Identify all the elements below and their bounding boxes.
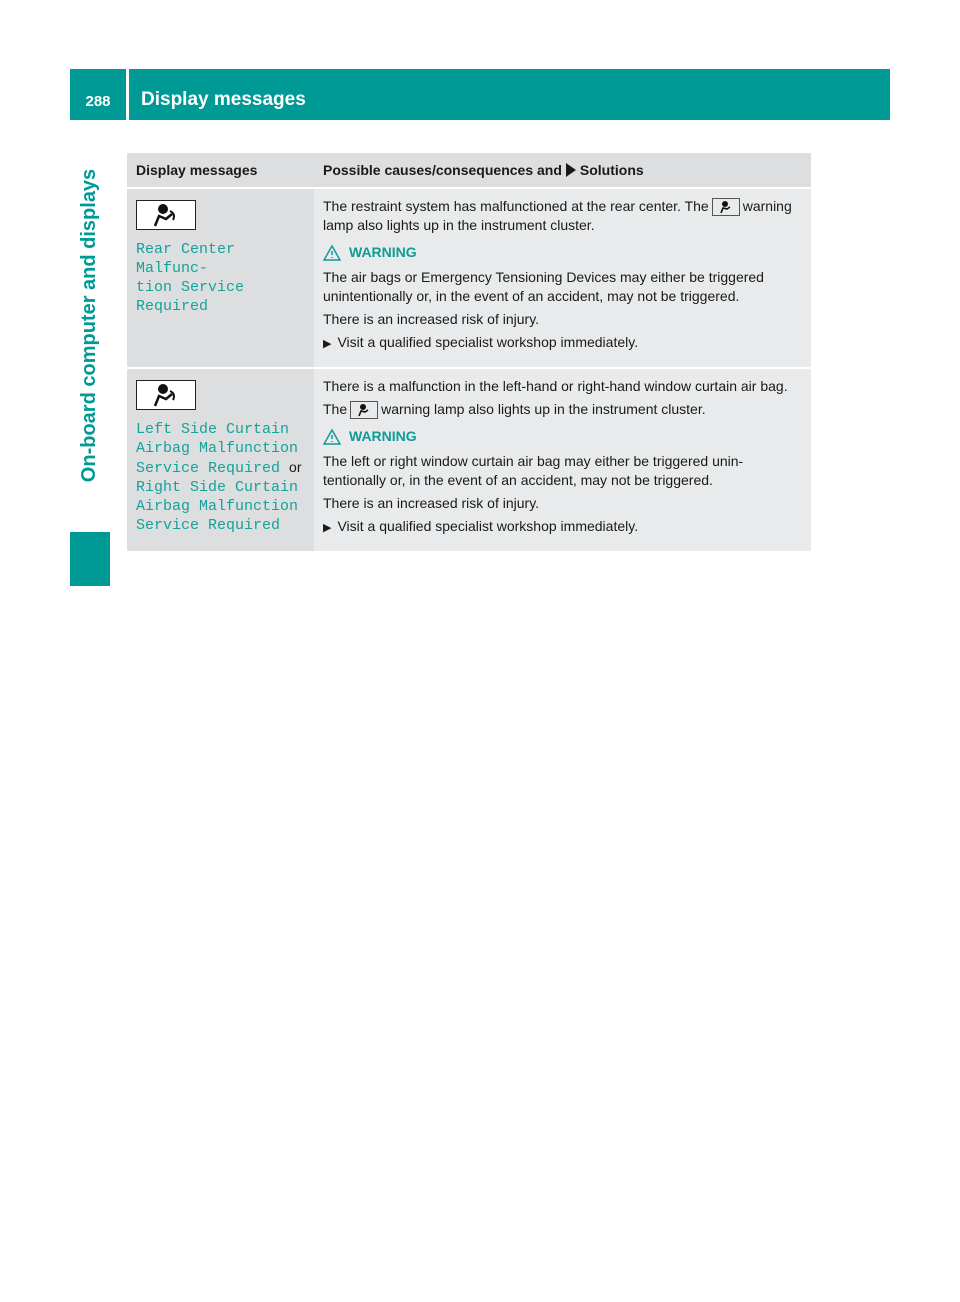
display-message — [136, 420, 305, 535]
side-tab-label: On-board computer and displays — [78, 168, 101, 482]
display-messages-table — [127, 153, 811, 551]
page-number: 288 — [70, 69, 126, 120]
warning-heading — [323, 427, 802, 446]
airbag-warning-icon — [136, 380, 196, 410]
lamp-text-part: warning lamp also lights up in the instrument cluster. — [381, 401, 706, 417]
description-cell — [314, 188, 811, 368]
warning-text: The left or right window curtain air bag may either be triggered unin-tentionally or, in the event of an accident, may not be triggered. — [323, 453, 744, 488]
action-text: Visit a qualified specialist workshop immediately. — [337, 518, 639, 534]
column-header-messages: Display messages — [127, 153, 314, 188]
airbag-warning-icon — [712, 198, 740, 216]
cause-text-part: warning lamp also lights up in the instrument cluster. — [323, 198, 792, 233]
cause-text-part: The restraint system has malfunctioned at the rear center. The — [323, 198, 709, 214]
table-row — [127, 188, 811, 368]
table-row — [127, 368, 811, 551]
side-tab — [70, 120, 110, 530]
column-header-solutions — [314, 153, 811, 188]
description-cell — [314, 368, 811, 551]
display-message-right: Right Side Curtain Airbag Malfunction Service Required — [136, 479, 299, 534]
section-title: Display messages — [129, 69, 890, 120]
warning-label: WARNING — [349, 244, 417, 260]
lamp-text — [323, 400, 802, 419]
lamp-text-part: The — [323, 401, 348, 417]
display-message: Rear Center Malfunc‐ tion Service Required — [136, 241, 245, 315]
warning-text: The air bags or Emergency Tensioning Devices may either be triggered unintentionally or, in the event of an accident, may not be triggered. — [323, 269, 764, 304]
cause-text: There is a malfunction in the left-hand or right-hand window curtain air bag. — [323, 378, 788, 394]
action-arrow-icon: ▶ — [323, 522, 332, 534]
airbag-warning-icon — [136, 200, 196, 230]
warning-triangle-icon — [323, 429, 341, 445]
action-step — [323, 517, 802, 538]
message-cell — [127, 368, 314, 551]
or-text: or — [289, 459, 302, 475]
risk-text: There is an increased risk of injury. — [323, 311, 540, 327]
solutions-header-after: Solutions — [579, 162, 644, 178]
action-arrow-icon — [566, 163, 576, 177]
solutions-header-before: Possible causes/consequences and — [323, 162, 562, 178]
risk-text: There is an increased risk of injury. — [323, 495, 540, 511]
warning-triangle-icon — [323, 245, 341, 261]
warning-heading — [323, 243, 802, 262]
cause-text — [323, 197, 802, 235]
action-step — [323, 333, 802, 354]
warning-label: WARNING — [349, 428, 417, 444]
action-arrow-icon: ▶ — [323, 338, 332, 350]
airbag-warning-icon — [350, 401, 378, 419]
action-text: Visit a qualified specialist workshop immediately. — [337, 334, 639, 350]
display-message-left: Left Side Curtain Airbag Malfunction Service Required — [136, 421, 299, 477]
message-cell — [127, 188, 314, 368]
side-tab-marker — [70, 532, 110, 586]
